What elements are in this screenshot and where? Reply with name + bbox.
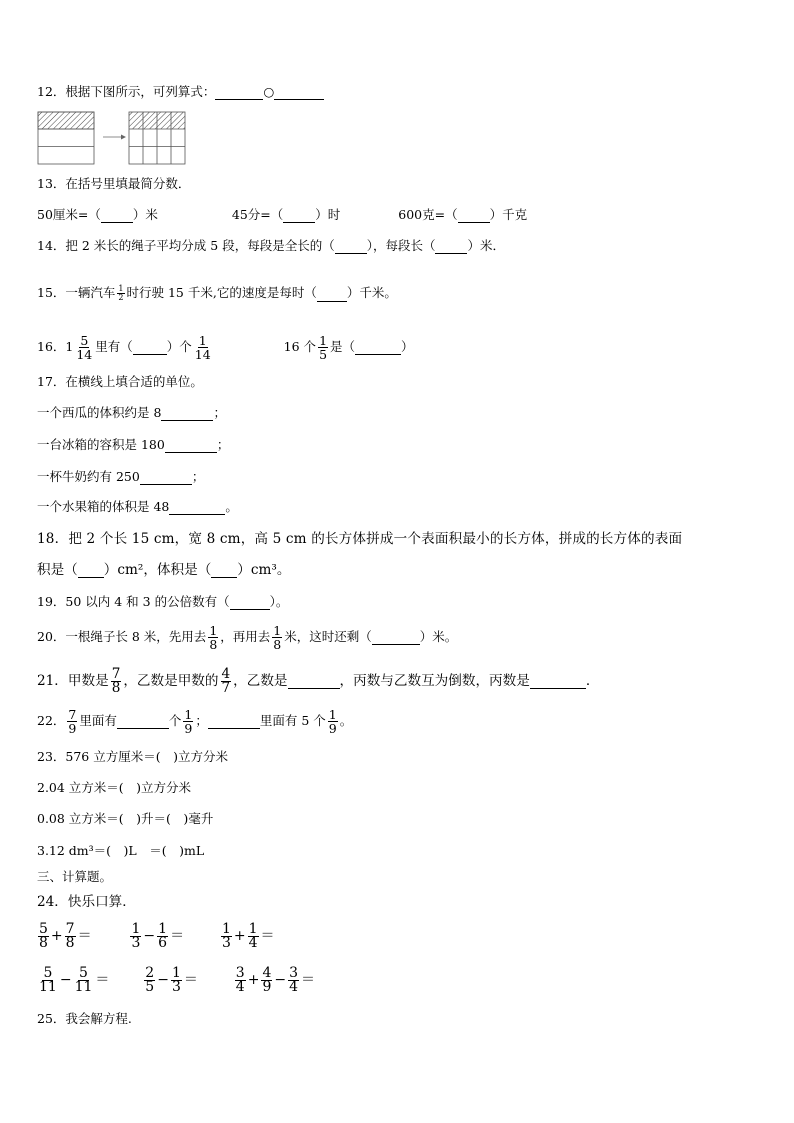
q16-t3: 16 个 [283, 339, 317, 354]
q20-frac-1: $\frac{1}{8}$ [209, 623, 218, 652]
q13-item-1a: 50厘米=（ [37, 207, 101, 222]
q23-line-3: 0.08 立方米＝( )升＝( )毫升 [37, 811, 214, 826]
q24-prompt: 24．快乐口算． [37, 894, 136, 910]
section-3-heading: 三、计算题。 [37, 869, 113, 884]
left-rectangle [38, 112, 94, 164]
q12-circle: ○ [263, 84, 275, 99]
q13-prompt: 13．在括号里填最简分数． [37, 176, 191, 191]
q13-items [37, 207, 527, 223]
q16-frac-1: $\frac{5}{14}$ [76, 333, 93, 362]
q22-blank-1[interactable] [117, 728, 169, 729]
q18-blank-2[interactable] [211, 577, 237, 578]
q20-line: 20．一根绳子长 8 米，先用去 $\frac{1}{8}$ ，再用去 $\frac{1}{8}$ 米，这时还剩（ ）米。 [37, 623, 458, 652]
q22-frac-2: $\frac{1}{9}$ [184, 707, 193, 736]
q14-text-c: ）米． [467, 238, 505, 253]
q23-line-1: 23．576 立方厘米＝( )立方分米 [37, 749, 228, 764]
q24-expr-4: $\frac{5}{11}$ − $\frac{5}{11}$ ＝ [39, 964, 110, 995]
right-grid [129, 112, 185, 164]
q16-t2: ）个 [166, 339, 192, 354]
q22-line: 22． $\frac{7}{9}$ 里面有 个 $\frac{1}{9}$ ； 里面有 5 个 $\frac{1}{9}$ 。 [37, 707, 353, 736]
q16-blank-2[interactable] [355, 354, 401, 355]
q12-prompt: 12．根据下图所示，可列算式： [37, 84, 216, 99]
q14-blank-1[interactable] [335, 253, 367, 254]
q24-expr-5: $\frac{2}{5}$ − $\frac{1}{3}$ ＝ [145, 964, 198, 995]
q20-frac-2: $\frac{1}{8}$ [273, 623, 282, 652]
q22-blank-2[interactable] [208, 728, 260, 729]
q15-fraction: $\frac{1}{2}$ [118, 284, 124, 302]
q13-item-3a: 600克=（ [398, 207, 458, 222]
q16-label: 16． [37, 339, 66, 354]
q12-figure [37, 111, 189, 166]
q21-frac-1: $\frac{7}{8}$ [111, 666, 121, 696]
q16-t5: ） [401, 339, 414, 354]
q21-blank-2[interactable] [530, 688, 586, 689]
q13-item-2b: ）时 [315, 207, 341, 222]
q24-expr-2: $\frac{1}{3}$ − $\frac{1}{6}$ ＝ [131, 920, 185, 951]
q15-text-a: 15．一辆汽车 [37, 285, 116, 300]
q13-blank-1[interactable] [101, 222, 133, 223]
q16-frac-2: $\frac{1}{14}$ [194, 333, 211, 362]
q17-blank-1[interactable] [161, 420, 213, 421]
q24-expr-6: $\frac{3}{4}$ + $\frac{4}{9}$ − $\frac{3}{4}$ ＝ [235, 964, 316, 995]
q22-frac-1: $\frac{7}{9}$ [68, 707, 77, 736]
q23-line-4: 3.12 dm³＝( )L ＝( )mL [37, 843, 205, 858]
q14-text-b: ），每段长（ [366, 238, 436, 253]
q13-blank-3[interactable] [458, 222, 490, 223]
q14-text-a: 14．把 2 米长的绳子平均分成 5 段，每段是全长的（ [37, 238, 335, 253]
q17-line-2: 一台冰箱的容积是 180 ； [37, 437, 230, 452]
q18-line-2: 积是（ ）cm²，体积是（ ）cm³。 [37, 562, 291, 578]
q16-t4: 是（ [330, 339, 356, 354]
q14-blank-2[interactable] [435, 253, 467, 254]
q17-line-3: 一杯牛奶约有 250 ； [37, 469, 205, 484]
q12-blank-1[interactable] [215, 99, 263, 100]
q21-line: 21．甲数是 $\frac{7}{8}$ ，乙数是甲数的 $\frac{4}{7}$ ，乙数是 ，丙数与乙数互为倒数，丙数是 ． [37, 666, 600, 696]
q17-blank-4[interactable] [169, 514, 225, 515]
q22-frac-3: $\frac{1}{9}$ [328, 707, 337, 736]
q15-text-b: 时行驶 15 千米,它的速度是每时（ [126, 285, 317, 300]
q17-blank-2[interactable] [165, 452, 217, 453]
q17-prompt: 17．在横线上填合适的单位。 [37, 374, 203, 389]
q13-item-3b: ）千克 [489, 207, 528, 222]
q24-expr-1: $\frac{5}{8}$ + $\frac{7}{8}$ ＝ [39, 920, 92, 951]
q21-blank-1[interactable] [288, 688, 340, 689]
q17-line-1: 一个西瓜的体积约是 8 ； [37, 405, 226, 420]
q16-frac-3: $\frac{1}{5}$ [319, 333, 328, 362]
q24-expr-3: $\frac{1}{3}$ + $\frac{1}{4}$ ＝ [221, 920, 275, 951]
q21-frac-2: $\frac{4}{7}$ [221, 666, 231, 696]
q13-item-2a: 45分=（ [231, 207, 284, 222]
q25-prompt: 25．我会解方程. [37, 1011, 132, 1026]
q24-row-2 [36, 960, 315, 1000]
q18-blank-1[interactable] [78, 577, 104, 578]
q23-line-2: 2.04 立方米＝( )立方分米 [37, 780, 192, 795]
q17-line-4: 一个水果箱的体积是 48 。 [37, 499, 238, 514]
q15-text-c: ）千米。 [346, 285, 397, 300]
q19-blank[interactable] [230, 609, 270, 610]
q13-blank-2[interactable] [283, 222, 315, 223]
q12-blank-2[interactable] [274, 99, 324, 100]
q18-line-1: 18．把 2 个长 15 cm，宽 8 cm，高 5 cm 的长方体拼成一个表面积最小的长方体，拼成的长方体的表面 [37, 531, 683, 547]
q20-blank[interactable] [372, 644, 420, 645]
q17-blank-3[interactable] [140, 484, 192, 485]
q16-whole: 1 [65, 339, 74, 354]
arrow-icon [103, 135, 126, 140]
q16-blank-1[interactable] [133, 354, 167, 355]
q16-t1: 里有（ [95, 339, 133, 354]
q14-line [37, 238, 505, 254]
q12-line [37, 84, 324, 100]
q16-line [37, 330, 414, 364]
q13-item-1b: ）米 [132, 207, 158, 222]
q24-row-1 [36, 916, 275, 956]
q15-blank[interactable] [317, 301, 347, 302]
q19-line: 19．50 以内 4 和 3 的公倍数有（ ）。 [37, 594, 289, 609]
q15-line [37, 285, 397, 302]
